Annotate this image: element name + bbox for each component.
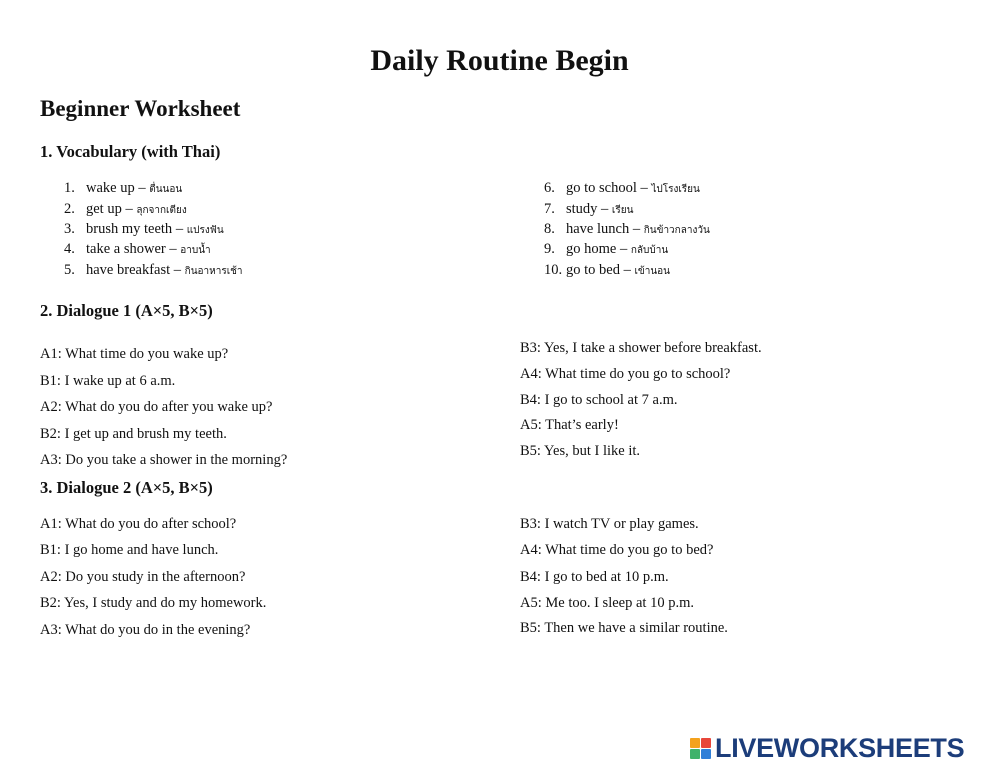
dialogue-line: A3: What do you do in the evening? <box>40 622 251 638</box>
vocab-number: 5. <box>64 262 75 278</box>
worksheet-subtitle: Beginner Worksheet <box>40 96 241 121</box>
vocab-thai: เรียน <box>611 205 634 216</box>
vocab-english: go home <box>566 241 617 257</box>
dialogue-line: B3: Yes, I take a shower before breakfast. <box>520 340 762 356</box>
dialogue-line: A2: Do you study in the afternoon? <box>40 569 246 585</box>
dialogue-line: A1: What time do you wake up? <box>40 346 229 362</box>
vocab-english: get up <box>86 201 122 217</box>
vocab-number: 6. <box>544 180 555 196</box>
dialogue-line: B5: Yes, but I like it. <box>520 443 641 459</box>
dialogue-line: B1: I go home and have lunch. <box>40 542 219 558</box>
vocab-item: 7. study – เรียน <box>544 201 634 217</box>
vocab-english: have breakfast <box>86 262 171 278</box>
vocab-number: 8. <box>544 221 555 237</box>
vocab-number: 10. <box>544 262 563 278</box>
vocab-english: study <box>566 201 598 217</box>
dialogue-line: B4: I go to school at 7 a.m. <box>520 392 678 408</box>
dialogue-line: A5: Me too. I sleep at 10 p.m. <box>520 595 694 611</box>
vocab-thai: ลุกจากเตียง <box>136 205 187 216</box>
dialogue-line: A1: What do you do after school? <box>40 516 237 532</box>
dialogue1-heading: 2. Dialogue 1 (A×5, B×5) <box>40 301 213 320</box>
vocab-item: 6. go to school – ไปโรงเรียน <box>544 180 700 196</box>
dialogue-line: A5: That’s early! <box>520 417 619 433</box>
dialogue-line: B4: I go to bed at 10 p.m. <box>520 569 669 585</box>
vocab-item: 4. take a shower – อาบน้ำ <box>64 241 211 257</box>
vocab-thai: กลับบ้าน <box>630 245 669 256</box>
vocab-item: 9. go home – กลับบ้าน <box>544 241 669 257</box>
vocab-item: 10. go to bed – เข้านอน <box>544 262 671 278</box>
liveworksheets-logo[interactable] <box>690 733 964 764</box>
vocab-thai: เข้านอน <box>634 266 671 277</box>
logo-text: LIVEWORKSHEETS <box>715 733 965 763</box>
vocab-number: 4. <box>64 241 75 257</box>
vocab-number: 2. <box>64 201 75 217</box>
vocab-english: brush my teeth <box>86 221 173 237</box>
vocab-english: have lunch <box>566 221 630 237</box>
vocab-english: wake up <box>86 180 135 196</box>
vocabulary-heading: 1. Vocabulary (with Thai) <box>40 142 221 161</box>
vocab-number: 9. <box>544 241 555 257</box>
vocab-item: 5. have breakfast – กินอาหารเช้า <box>64 262 243 278</box>
vocab-thai: ไปโรงเรียน <box>651 184 700 195</box>
vocab-thai: กินอาหารเช้า <box>184 266 243 277</box>
vocab-english: go to bed <box>566 262 620 278</box>
vocab-item: 3. brush my teeth – แปรงฟัน <box>64 221 224 237</box>
vocab-thai: อาบน้ำ <box>180 245 211 256</box>
dialogue2-heading: 3. Dialogue 2 (A×5, B×5) <box>40 478 213 497</box>
vocab-number: 1. <box>64 180 75 196</box>
vocab-item: 1. wake up – ตื่นนอน <box>64 180 183 196</box>
dialogue-line: A4: What time do you go to bed? <box>520 542 714 558</box>
dialogue-line: B5: Then we have a similar routine. <box>520 620 728 636</box>
vocab-english: take a shower <box>86 241 166 257</box>
vocab-english: go to school <box>566 180 637 196</box>
vocab-thai: แปรงฟัน <box>186 225 224 236</box>
dialogue-line: A2: What do you do after you wake up? <box>40 399 273 415</box>
dialogue-line: B1: I wake up at 6 a.m. <box>40 373 176 389</box>
dialogue-line: B2: Yes, I study and do my homework. <box>40 595 267 611</box>
vocab-thai: ตื่นนอน <box>149 184 183 195</box>
dialogue-line: B3: I watch TV or play games. <box>520 516 699 532</box>
dialogue-line: A3: Do you take a shower in the morning? <box>40 452 288 468</box>
dialogue-line: A4: What time do you go to school? <box>520 366 731 382</box>
vocab-number: 7. <box>544 201 555 217</box>
vocab-number: 3. <box>64 221 75 237</box>
liveworksheets-logo-icon <box>690 738 711 759</box>
dialogue-line: B2: I get up and brush my teeth. <box>40 426 227 442</box>
page-title: Daily Routine Begin <box>370 44 629 77</box>
vocab-item: 8. have lunch – กินข้าวกลางวัน <box>544 221 710 237</box>
vocab-item: 2. get up – ลุกจากเตียง <box>64 201 187 217</box>
vocab-thai: กินข้าวกลางวัน <box>643 225 710 236</box>
